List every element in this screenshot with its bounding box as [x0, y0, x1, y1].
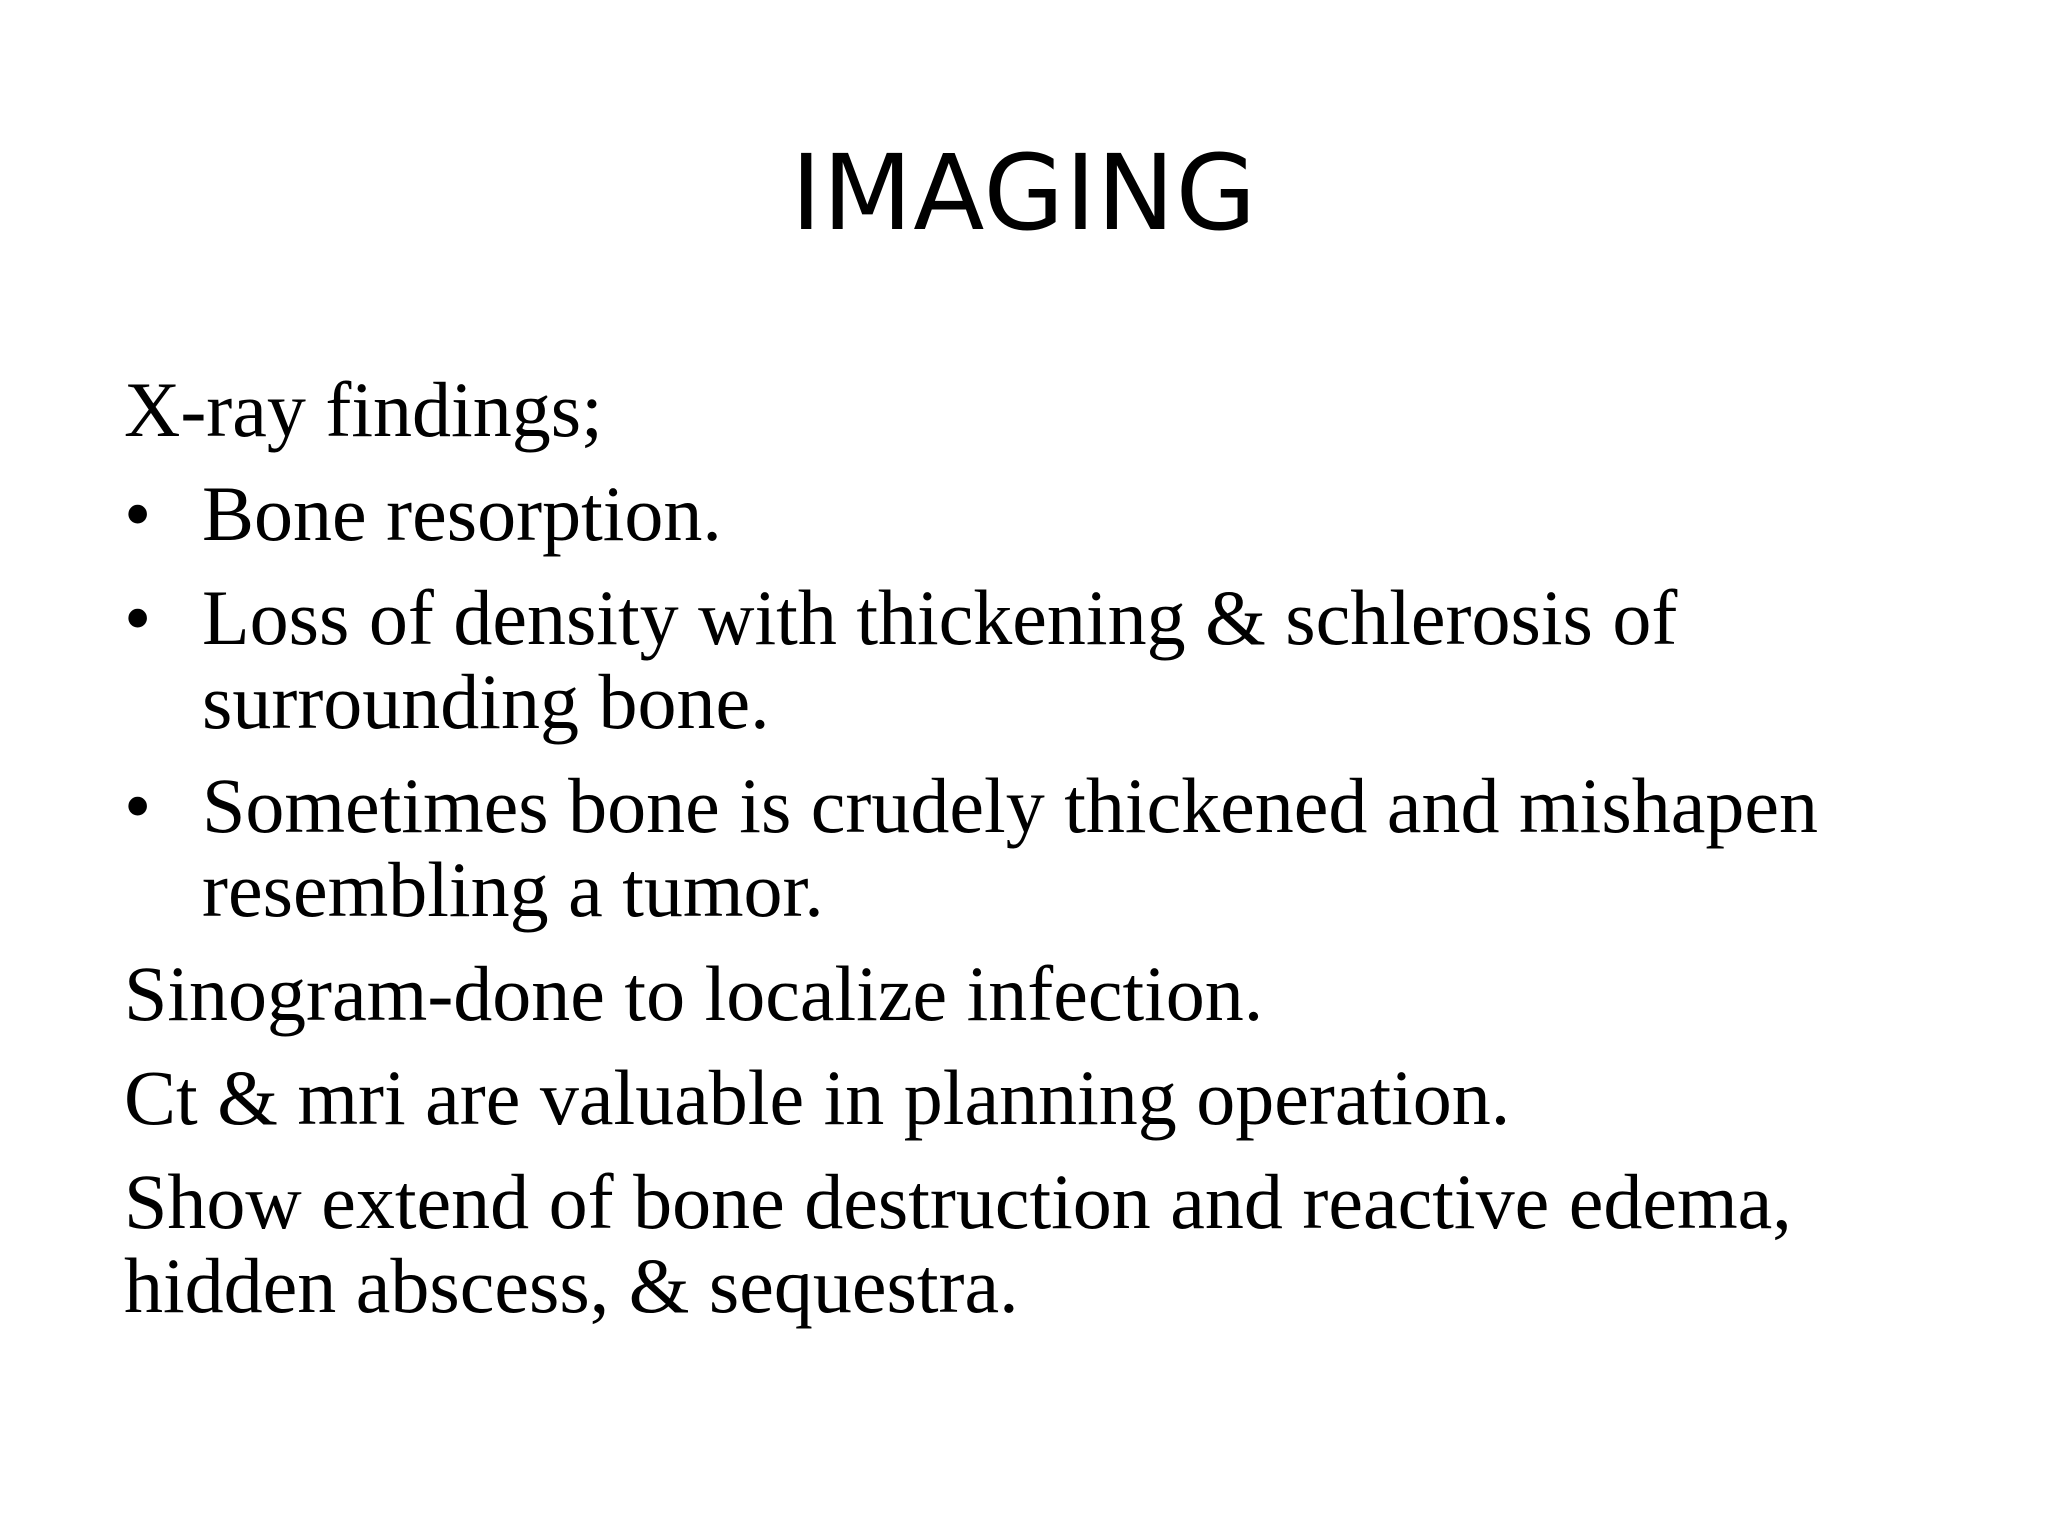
paragraph: Sinogram-done to localize infection. — [124, 950, 1264, 1037]
paragraph: Show extend of bone destruction and reactive edema, hidden abscess, & sequestra. — [124, 1158, 1792, 1329]
bullet-item — [124, 472, 1924, 556]
paragraph: Ct & mri are valuable in planning operation. — [124, 1054, 1511, 1141]
slide-title: IMAGING — [790, 132, 1258, 254]
bullet-item — [124, 764, 1924, 932]
bullet-text: Loss of density with thickening & schlerosis of surrounding bone. — [202, 574, 1678, 745]
bullet-icon: • — [124, 574, 152, 661]
bullet-item — [124, 576, 1924, 744]
slide-body — [124, 368, 1924, 1348]
bullet-text: Bone resorption. — [202, 470, 722, 557]
bullet-icon: • — [124, 762, 152, 849]
intro-text: X-ray findings; — [124, 366, 603, 453]
bullet-text: Sometimes bone is crudely thickened and mishapen resembling a tumor. — [202, 762, 1818, 933]
bullet-icon: • — [124, 470, 152, 557]
